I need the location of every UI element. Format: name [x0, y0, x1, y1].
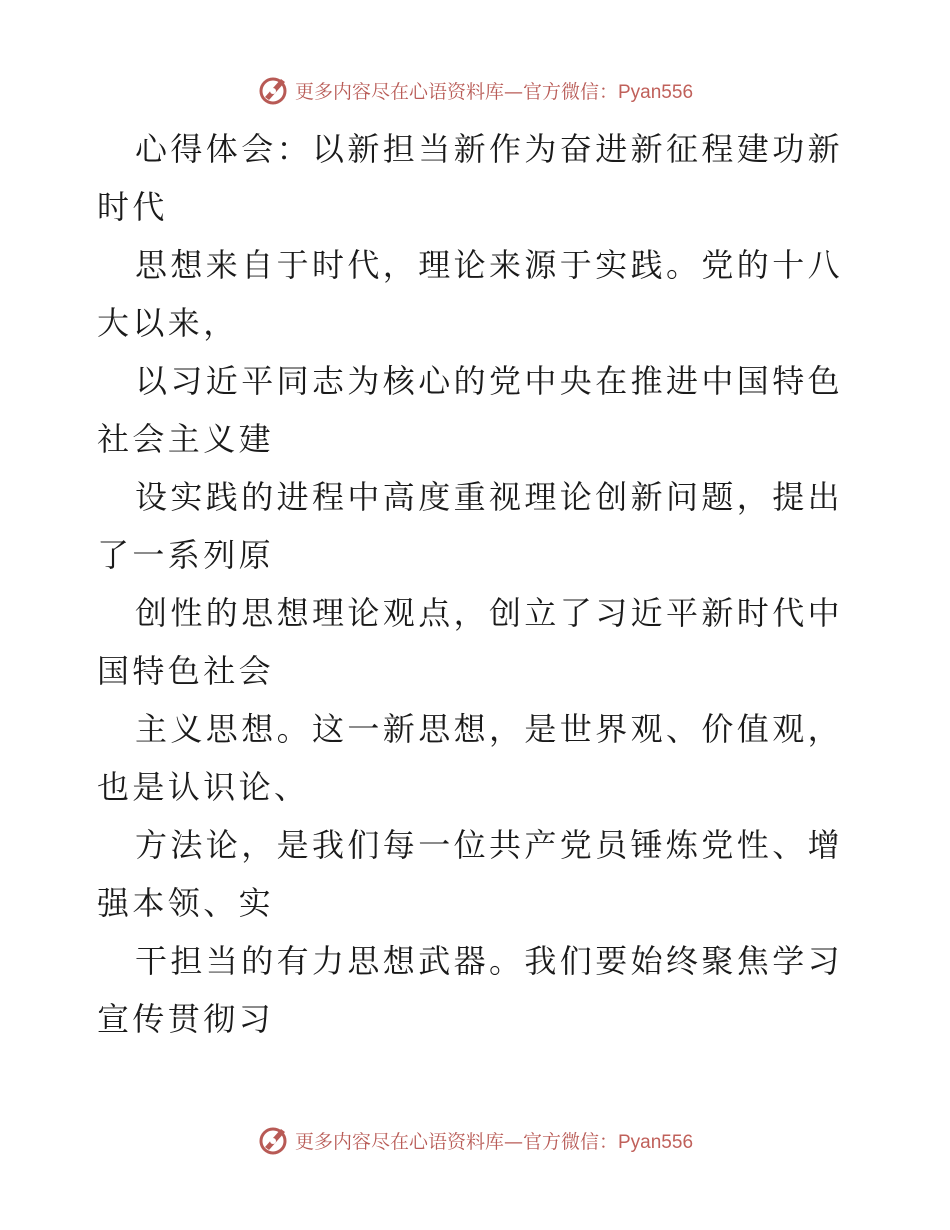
paragraph-line: 思想来自于时代，理论来源于实践。党的十八大以来，	[97, 246, 844, 342]
paragraph-line: 以习近平同志为核心的党中央在推进中国特色社会主义建	[97, 362, 844, 458]
paragraph-line: 创性的思想理论观点，创立了习近平新时代中国特色社会	[97, 594, 844, 690]
paragraph-line: 主义思想。这一新思想，是世界观、价值观，也是认识论、	[97, 710, 844, 806]
paragraph-line: 设实践的进程中高度重视理论创新问题，提出了一系列原	[97, 478, 844, 574]
document-body	[97, 120, 857, 1048]
pen-logo-icon	[257, 73, 291, 107]
paragraph-title: 心得体会：以新担当新作为奋进新征程建功新时代	[97, 130, 844, 226]
page-footer-banner	[0, 1120, 950, 1160]
footer-wechat-id: Pyan556	[618, 1131, 694, 1153]
header-wechat-id: Pyan556	[618, 81, 694, 103]
page-header-banner	[0, 70, 950, 110]
footer-text-main: 更多内容尽在心语资料库—官方微信：	[294, 1130, 618, 1153]
paragraph-line: 方法论，是我们每一位共产党员锤炼党性、增强本领、实	[97, 826, 844, 922]
footer-text	[295, 1127, 693, 1154]
header-text	[295, 77, 693, 104]
header-text-main: 更多内容尽在心语资料库—官方微信：	[294, 80, 618, 103]
pen-logo-icon	[257, 1123, 291, 1157]
paragraph-line: 干担当的有力思想武器。我们要始终聚焦学习宣传贯彻习	[97, 942, 844, 1038]
